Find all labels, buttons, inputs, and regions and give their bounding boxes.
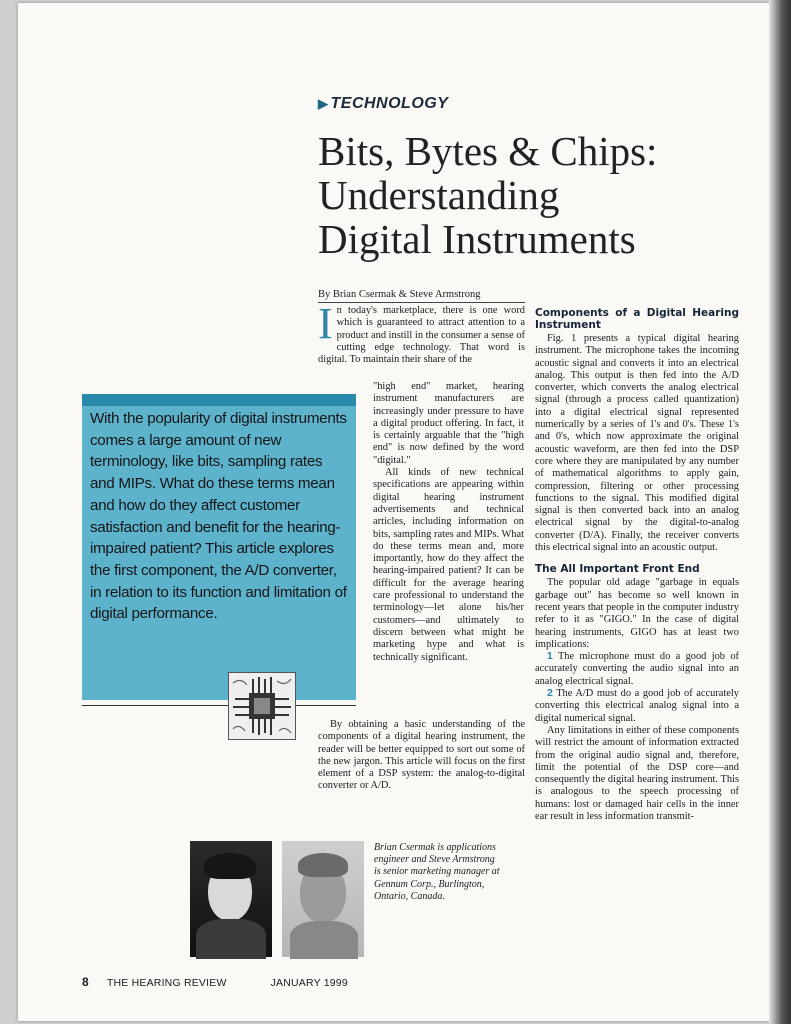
paragraph: Any limitations in either of these components will restrict the amount of information extracted from the original audio signal and, therefore, limit the potential of the DSP core—and consequently the digital hearing instrument. This is analogous to the speech processing of humans: lost or damaged hair cells in the inner ear result in less information transmit-	[535, 724, 739, 822]
page-footer	[82, 975, 348, 989]
list-number: 2	[547, 688, 553, 700]
publication-name: THE HEARING REVIEW	[106, 977, 227, 989]
author-photo-csermak-icon	[190, 841, 272, 957]
list-item	[535, 651, 739, 688]
divider	[82, 705, 356, 706]
section-label	[318, 95, 448, 113]
intro-continued	[373, 381, 524, 664]
list-text: The A/D must do a good job of accurately converting this electrical analog signal into a digital numerical signal.	[535, 688, 739, 724]
intro-closing	[318, 719, 525, 793]
title-line: Understanding	[318, 172, 560, 218]
title-line: Bits, Bytes & Chips:	[318, 128, 658, 174]
paragraph: "high end" market, hearing instrument manufacturers are increasingly under pressure to have a digital product offering. In fact, it is certainly arguable that the "high end" is now defined by the word "digital."	[373, 381, 524, 466]
list-number: 1	[547, 651, 553, 663]
author-photo-armstrong-icon	[282, 841, 364, 957]
microchip-illustration-icon	[228, 672, 296, 740]
intro-paragraph	[318, 299, 525, 366]
paragraph: The popular old adage "garbage in equals garbage out" has become so well known in recent years that people in the computer industry refer to it as "GIGO." In the case of digital hearing instruments, GIGO has at least two implications:	[535, 577, 739, 650]
divider	[318, 302, 525, 303]
byline: By Brian Csermak & Steve Armstrong	[318, 289, 481, 300]
article-title	[318, 129, 718, 261]
paragraph: By obtaining a basic understanding of the components of a digital hearing instrument, the reader will be better equipped to sort out some of the new jargon. This article will focus on the first element of a DSP system: the analog-to-digital converter or A/D.	[318, 719, 525, 792]
paragraph-text: n today's marketplace, there is one word which is guaranteed to attract attention to a product and instill in the consumer a sense of cutting edge technology. That word is digital. To maintain their share of the	[318, 305, 525, 366]
right-column	[535, 305, 739, 823]
subheading: Components of a Digital Hearing Instrument	[535, 307, 739, 331]
drop-cap: I	[318, 299, 333, 348]
issue-date: JANUARY 1999	[270, 977, 348, 989]
section-text: TECHNOLOGY	[330, 95, 449, 112]
callout-text: With the popularity of digital instruments comes a large amount of new terminology, like bits, sampling rates and MIPs. What do these terms mean and how do they affect customer satisfaction and benefit for the hearing-impaired patient? This article explores the first component, the A/D converter, in relation to its function and limitation of digital performance.	[90, 410, 347, 623]
author-caption: Brian Csermak is applications engineer and Steve Armstrong is senior marketing manager at Gennum Corp., Burlington, Ontario, Canada.	[374, 842, 500, 902]
page-edge-shadow	[769, 0, 791, 1024]
paragraph: All kinds of new technical specifications are appearing within digital hearing instrument advertisements and technical articles, including information on bits, sampling rates and MIPs. What do these terms mean and, more importantly, how do they affect the hearing-impaired patient? It can be difficult for the average hearing care professional to understand the terminology—let alone his/her customers—and ultimately to discern between what might be marketing hype and what is technically significant.	[373, 467, 524, 663]
list-item	[535, 688, 739, 725]
triangle-icon: ▶	[318, 96, 329, 111]
title-line: Digital Instruments	[318, 216, 636, 262]
paragraph: Fig. 1 presents a typical digital hearing instrument. The microphone takes the incoming acoustic signal and converts it into an electrical analog. This output is then fed into the A/D converter, which converts the analog electrical signal (through a process called quantization) into a digital electrical signal represented numerically by a series of 1's and 0's. These 1's and 0's, which now approximate the original acoustic waveform, are then fed into the DSP core where they are manipulated by any number of mathematical algorithms to apply gain, compression, filtering or other processing functions to the signal. This modified digital signal is then converted back into an analog electrical signal by the digital-to-analog converter (D/A). Finally, the receiver converts this electrical signal into an acoustic output.	[535, 333, 739, 554]
callout-band	[82, 394, 356, 406]
list-text: The microphone must do a good job of accurately converting the audio signal into an analog electrical signal.	[535, 651, 739, 687]
subheading: The All Important Front End	[535, 563, 700, 576]
page-number: 8	[82, 975, 89, 989]
